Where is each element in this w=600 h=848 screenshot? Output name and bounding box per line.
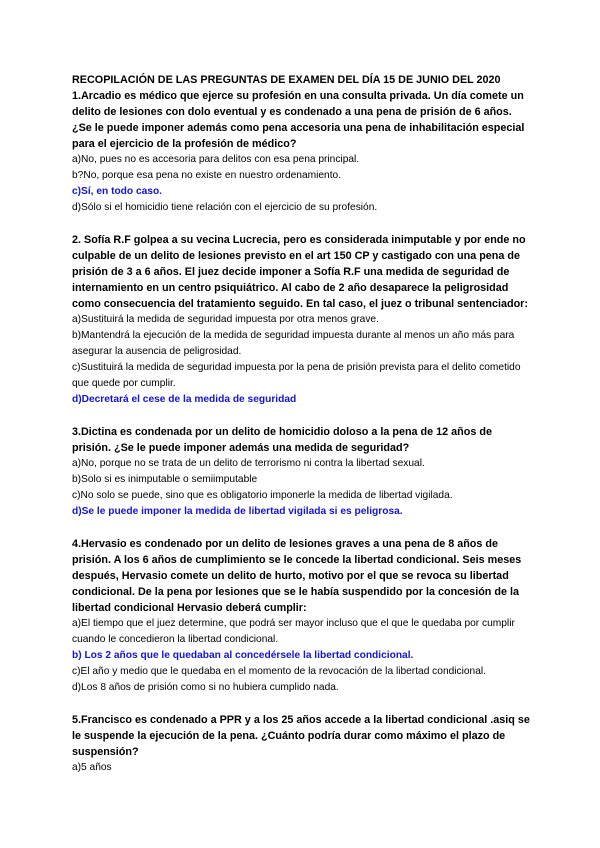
question-2-option-b: b)Mantendrá la ejecución de la medida de seguridad impuesta durante al menos un año más para asegurar la ausencia de peligrosidad. (72, 330, 515, 357)
question-2-correct-option-d: d)Decretará el cese de la medida de seguridad (72, 394, 297, 405)
document-page (72, 72, 532, 776)
question-2-option-c: c)Sustituirá la medida de seguridad impuesta por la pena de prisión prevista para el delito cometido que quede por cumplir. (72, 362, 521, 389)
question-4-option-a: a)El tiempo que el juez determine, que podrá ser mayor incluso que el que le quedaba por cumplir cuando le concedieron la libertad condicional. (72, 618, 515, 645)
question-4-option-c: c)El año y medio que le quedaba en el momento de la revocación de la libertad condicional. (72, 666, 486, 677)
question-2-option-a: a)Sustituirá la medida de seguridad impuesta por otra menos grave. (72, 314, 379, 325)
spacer (72, 408, 532, 424)
question-1-correct-option-c: c)Sí, en todo caso. (72, 186, 163, 197)
question-3-option-a: a)No, porque no se trata de un delito de terrorismo ni contra la libertad sexual. (72, 458, 425, 469)
question-4-correct-option-b: b) Los 2 años que le quedaban al concedérsele la libertad condicional. (72, 650, 414, 661)
question-3-correct-option-d: d)Se le puede imponer la medida de libertad vigilada si es peligrosa. (72, 506, 403, 517)
spacer (72, 216, 532, 232)
spacer (72, 696, 532, 712)
question-1-text: 1.Arcadio es médico que ejerce su profesión en una consulta privada. Un día comete un delito de lesiones con dolo eventual y es condenado a una pena de prisión de 6 años. ¿Se le puede imponer además como pena accesoria una pena de inhabilitación especial para el ejercicio de la profesión de médico? (72, 90, 525, 150)
question-1-option-d: d)Sólo si el homicidio tiene relación con el ejercicio de su profesión. (72, 202, 378, 213)
question-1-option-a: a)No, pues no es accesoria para delitos con esa pena principal. (72, 154, 360, 165)
document-title: RECOPILACIÓN DE LAS PREGUNTAS DE EXAMEN DEL DÍA 15 DE JUNIO DEL 2020 (72, 74, 501, 86)
question-3-text: 3.Dictina es condenada por un delito de homicidio doloso a la pena de 12 años de prisión. ¿Se le puede imponer además una medida de seguridad? (72, 426, 492, 454)
question-5-option-a: a)5 años (72, 762, 112, 773)
question-1-option-b: b?No, porque esa pena no existe en nuestro ordenamiento. (72, 170, 342, 181)
question-2-text: 2. Sofía R.F golpea a su vecina Lucrecia, pero es considerada inimputable y por ende no culpable de un delito de lesiones previsto en el art 150 CP y castigado con una pena de prisión de 3 a 6 años. El juez decide imponer a Sofía R.F una medida de seguridad de internamiento en un centro psiquiátrico. Al cabo de 2 año desaparece la peligrosidad como consecuencia del tratamiento seguido. En tal caso, el juez o tribunal sentenciador: (72, 234, 528, 310)
question-3-option-b: b)Solo si es inimputable o semiimputable (72, 474, 258, 485)
spacer (72, 520, 532, 536)
question-4-option-d: d)Los 8 años de prisión como si no hubiera cumplido nada. (72, 682, 339, 693)
question-5-text: 5.Francisco es condenado a PPR y a los 25 años accede a la libertad condicional .asiq se le suspende la ejecución de la pena. ¿Cuánto podría durar como máximo el plazo de suspensión? (72, 714, 530, 758)
question-4-text: 4.Hervasio es condenado por un delito de lesiones graves a una pena de 8 años de prisión. A los 6 años de cumplimiento se le concede la libertad condicional. Seis meses después, Hervasio comete un delito de hurto, motivo por el que se revoca su libertad condicional. De la pena por lesiones que se le había suspendido por la concesión de la libertad condicional Hervasio deberá cumplir: (72, 538, 522, 614)
question-3-option-c: c)No solo se puede, sino que es obligatorio imponerle la medida de libertad vigilada. (72, 490, 453, 501)
